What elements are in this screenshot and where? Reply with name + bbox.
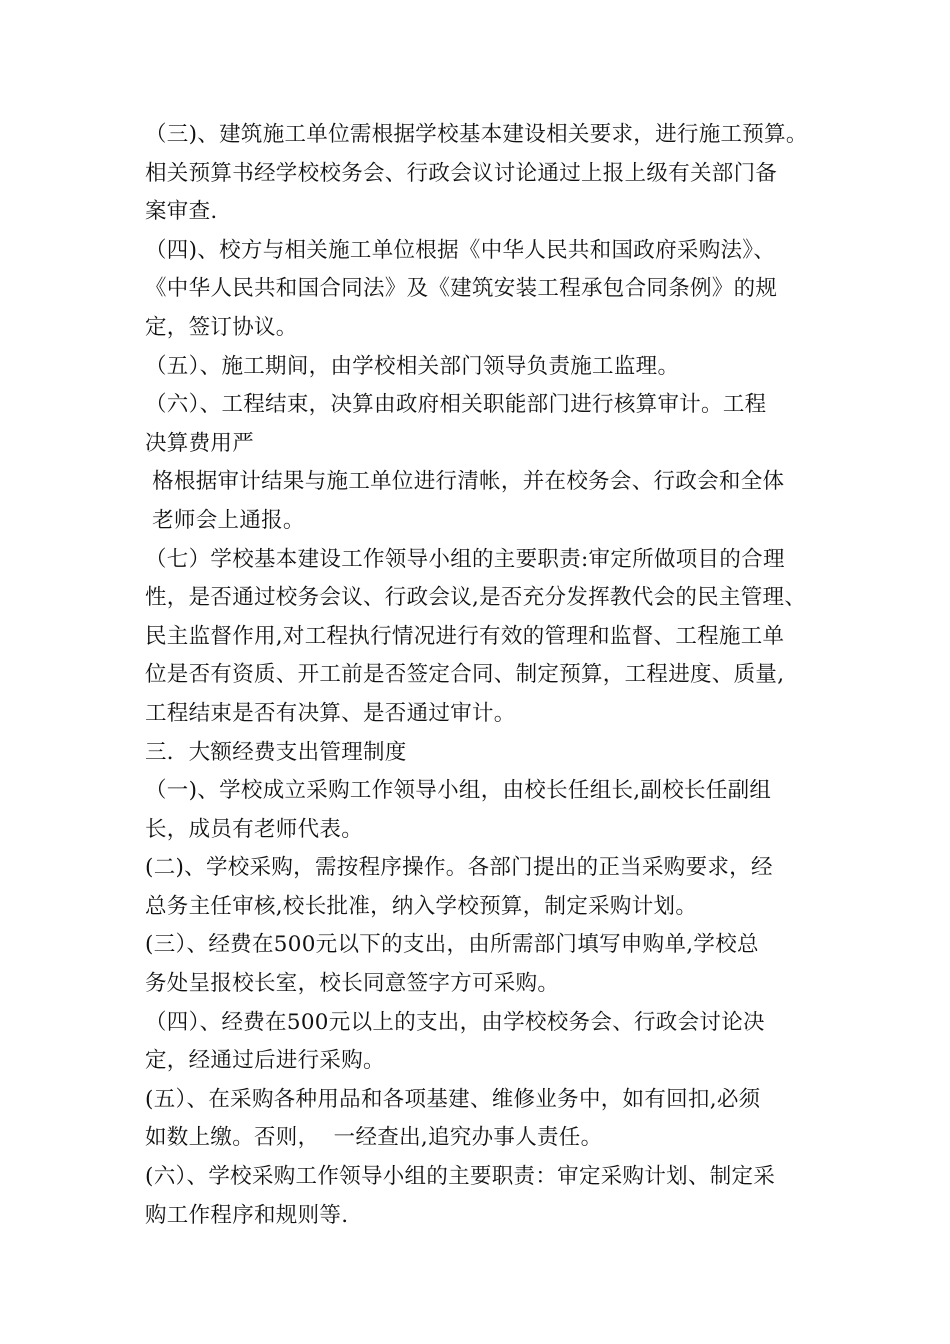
text-line: 民主监督作用,对工程执行情况进行有效的管理和监督、工程施工单 bbox=[145, 623, 785, 649]
text-line: 购工作程序和规则等. bbox=[145, 1202, 349, 1228]
text-line: (五）、在采购各种用品和各项基建、维修业务中，如有回扣,必须 bbox=[145, 1086, 761, 1112]
document-body bbox=[145, 116, 825, 1235]
text-line: (三）、经费在500元以下的支出，由所需部门填写申购单,学校总 bbox=[145, 932, 759, 958]
text-line: （五）、施工期间，由学校相关部门领导负责施工监理。 bbox=[145, 353, 680, 379]
text-line: 工程结束是否有决算、是否通过审计。 bbox=[145, 700, 516, 726]
text-line: 格根据审计结果与施工单位进行清帐，并在校务会、行政会和全体 bbox=[145, 469, 785, 495]
text-line: 如数上缴。否则， 一经查出,追究办事人责任。 bbox=[145, 1125, 603, 1151]
text-line: 总务主任审核,校长批准，纳入学校预算，制定采购计划。 bbox=[145, 893, 698, 919]
text-line: 《中华人民共和国合同法》及《建筑安装工程承包合同条例》的规 bbox=[145, 276, 778, 302]
text-line: （四)、校方与相关施工单位根据《中华人民共和国政府采购法》、 bbox=[145, 237, 776, 263]
text-line: 位是否有资质、开工前是否签定合同、制定预算，工程进度、质量, bbox=[145, 662, 785, 688]
text-line: 老师会上通报。 bbox=[145, 507, 305, 533]
text-line: （七）学校基本建设工作领导小组的主要职责:审定所做项目的合理 bbox=[145, 546, 785, 572]
text-line: 相关预算书经学校校务会、行政会议讨论通过上报上级有关部门备 bbox=[145, 160, 778, 186]
text-line: 性，是否通过校务会议、行政会议,是否充分发挥教代会的民主管理、 bbox=[145, 585, 807, 611]
text-line: （六）、工程结束，决算由政府相关职能部门进行核算审计。工程 bbox=[145, 392, 767, 418]
text-line: (二)、学校采购，需按程序操作。各部门提出的正当采购要求，经 bbox=[145, 855, 773, 881]
text-line: (六）、学校采购工作领导小组的主要职责：审定采购计划、制定采 bbox=[145, 1164, 776, 1190]
text-line: （三)、建筑施工单位需根据学校基本建设相关要求，进行施工预算。 bbox=[145, 122, 808, 147]
text-line: 务处呈报校长室，校长同意签字方可采购。 bbox=[145, 971, 560, 997]
text-line: 案审查. bbox=[145, 199, 218, 225]
text-line: 决算费用严 bbox=[145, 430, 255, 456]
text-line: 定，经通过后进行采购。 bbox=[145, 1048, 385, 1074]
text-line: 长，成员有老师代表。 bbox=[145, 816, 364, 842]
text-line: （一)、学校成立采购工作领导小组，由校长任组长,副校长任副组 bbox=[145, 778, 772, 804]
text-line: 定，签订协议。 bbox=[145, 314, 298, 340]
text-line: （四）、经费在500元以上的支出，由学校校务会、行政会讨论决 bbox=[145, 1009, 765, 1035]
section-heading: 三．大额经费支出管理制度 bbox=[145, 739, 407, 765]
